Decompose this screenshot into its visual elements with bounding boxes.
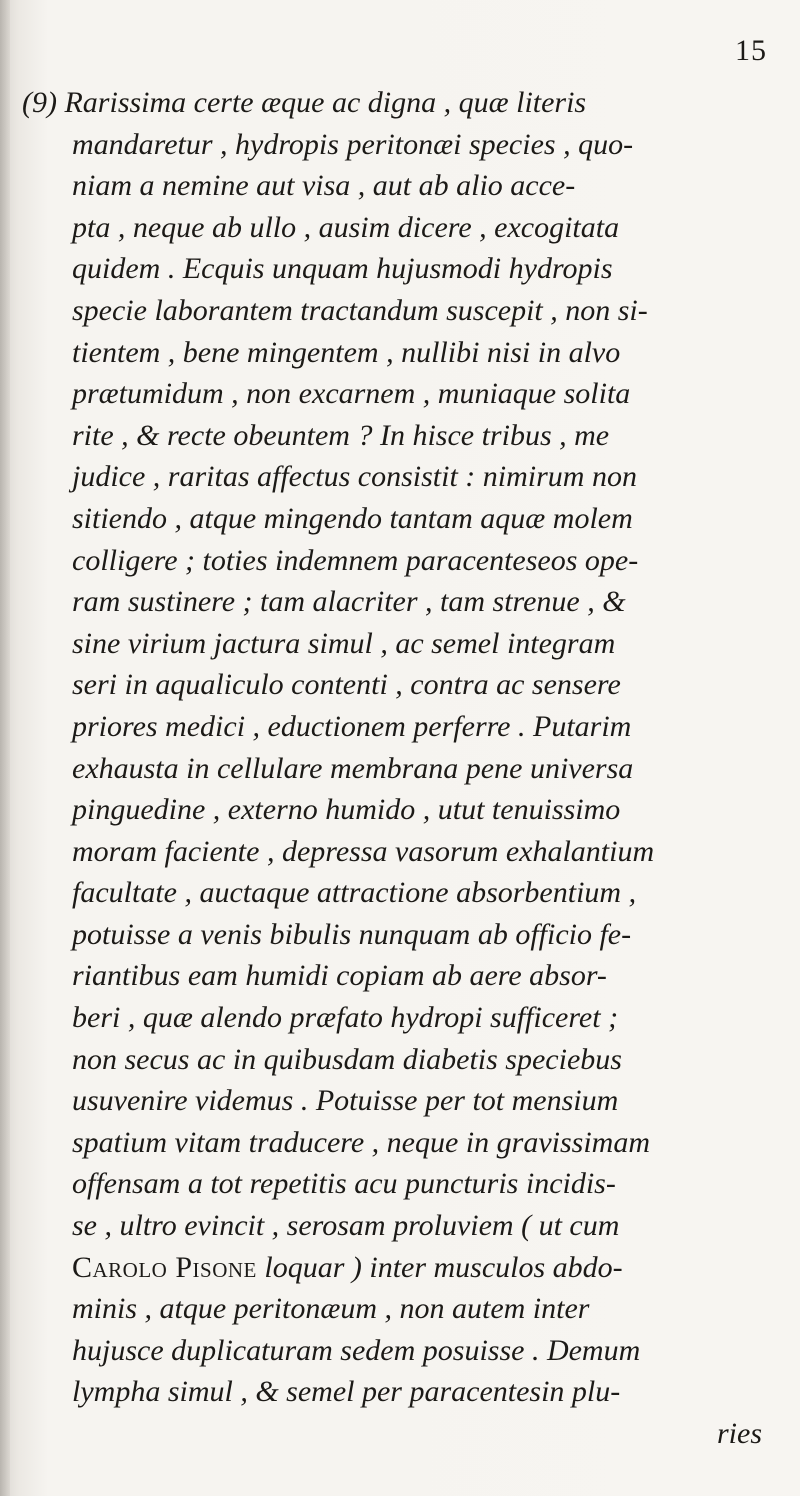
page-gutter-shadow	[0, 0, 10, 1496]
text-line: moram faciente , depressa vasorum exhalantium	[72, 834, 655, 868]
text-line: se , ultro evincit , serosam proluviem ( ut cum	[72, 1209, 620, 1243]
text-line: mandaretur , hydropis peritonæi species , quo-	[72, 127, 634, 161]
text-line: pinguedine , externo humido , utut tenuissimo	[72, 793, 621, 827]
text-line: riantibus eam humidi copiam ab aere absor-	[72, 959, 607, 993]
text-line: pta , neque ab ullo , ausim dicere , excogitata	[72, 210, 620, 244]
text-line: niam a nemine aut visa , aut ab alio acce-	[72, 169, 576, 203]
text-line: lympha simul , & semel per paracentesin plu-	[72, 1375, 621, 1409]
text-line: priores medici , eductionem perferre . Putarim	[72, 709, 632, 743]
text-line: facultate , auctaque attractione absorbentium ,	[72, 876, 637, 910]
text-line: tientem , bene mingentem , nullibi nisi in alvo	[72, 335, 621, 369]
text-line: spatium vitam traducere , neque in gravissimam	[72, 1125, 650, 1159]
page-number: 15	[735, 34, 767, 67]
text-line: judice , raritas affectus consistit : nimirum non	[72, 460, 637, 494]
catchword: ries	[717, 1417, 762, 1450]
text-line: specie laborantem tractandum suscepit , non si-	[72, 293, 648, 327]
text-line: prætumidum , non excarnem , muniaque solita	[72, 377, 631, 411]
text-line: non secus ac in quibusdam diabetis speciebus	[72, 1042, 622, 1076]
body-text	[22, 82, 782, 1455]
text-line: potuisse a venis bibulis nunquam ab officio fe-	[72, 917, 632, 951]
text-line: quidem . Ecquis unquam hujusmodi hydropis	[72, 252, 613, 286]
text-line: beri , quæ alendo præfato hydropi sufficeret ;	[72, 1001, 619, 1035]
person-name: Carolo Pisone	[72, 1250, 257, 1284]
text-line: ram sustinere ; tam alacriter , tam strenue , &	[72, 585, 626, 619]
text-line: Carolo Pisone loquar ) inter musculos abdo-	[72, 1250, 623, 1284]
text-line: (9) Rarissima certe æque ac digna , quæ literis	[22, 86, 587, 119]
text-line: colligere ; toties indemnem paracentesеos ope-	[72, 543, 639, 577]
text-line: hujusce duplicaturam sedem posuisse . Demum	[72, 1333, 641, 1367]
text-line: seri in aqualiculo contenti , contra ac sensere	[72, 668, 621, 702]
text-line: usuvenire videmus . Potuisse per tot mensium	[72, 1084, 619, 1118]
text-line: rite , & recte obeuntem ? In hisce tribus , me	[72, 418, 610, 452]
text-line: exhausta in cellulare membrana pene universa	[72, 751, 634, 785]
text-line: sine virium jactura simul , ac semel integram	[72, 626, 616, 660]
text-line: minis , atque peritonæum , non autem inter	[72, 1292, 590, 1326]
text-line: offensam a tot repetitis acu puncturis incidis-	[72, 1167, 616, 1201]
text-line: sitiendo , atque mingendo tantam aquæ molem	[72, 501, 633, 535]
